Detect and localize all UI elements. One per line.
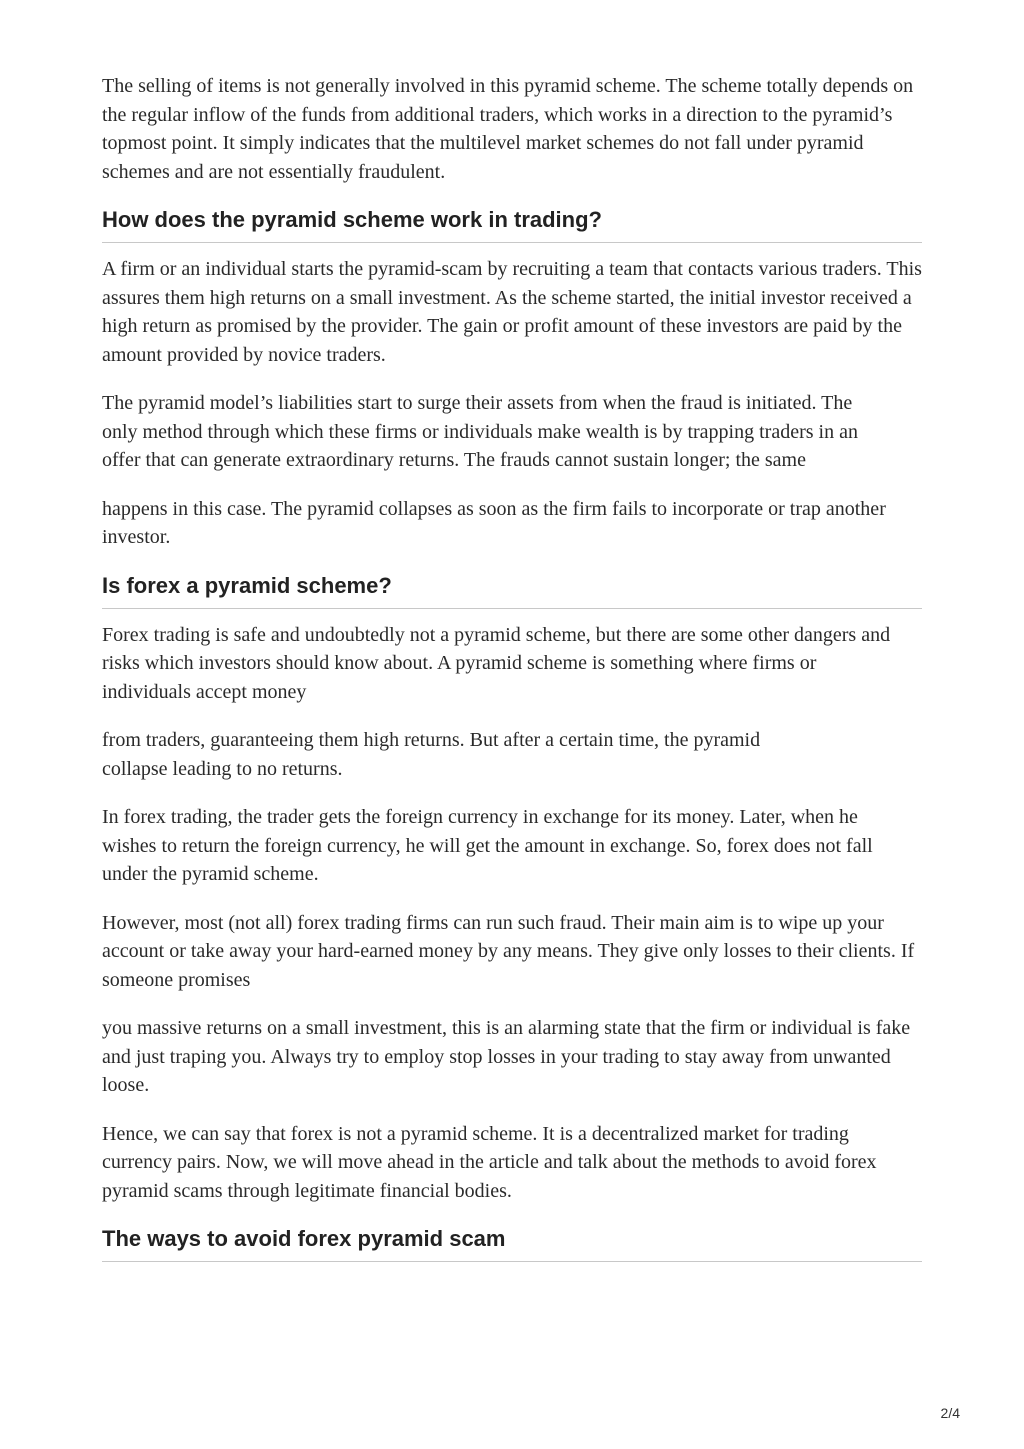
- heading-ways-to-avoid: The ways to avoid forex pyramid scam: [102, 1225, 922, 1262]
- paragraph-pyramid-intro: The selling of items is not generally involved in this pyramid scheme. The scheme totally depends on the regular inflow of the funds from additional traders, which works in a direction to the pyramid’s topmost point. It simply indicates that the multilevel market schemes do not fall under pyramid schemes and are not essentially fraudulent.: [102, 75, 914, 183]
- page-number: 2/4: [940, 1405, 960, 1421]
- paragraph-forex-safe: Forex trading is safe and undoubtedly not a pyramid scheme, but there are some other dangers and risks which investors should know about. A pyramid scheme is something where firms or individuals accept money: [102, 623, 891, 703]
- paragraph-forex-exchange: In forex trading, the trader gets the foreign currency in exchange for its money. Later, when he wishes to return the foreign currency, he will get the amount in exchange. So, forex does not fall under the pyramid scheme.: [102, 806, 873, 885]
- paragraph-pyramid-collapse: happens in this case. The pyramid collapses as soon as the firm fails to incorporate or trap another investor.: [102, 497, 886, 548]
- heading-how-pyramid-works: How does the pyramid scheme work in trading?: [102, 206, 922, 243]
- heading-is-forex-pyramid: Is forex a pyramid scheme?: [102, 572, 922, 609]
- paragraph-forex-fraud: However, most (not all) forex trading firms can run such fraud. Their main aim is to wipe up your account or take away your hard-earned money by any means. They give only losses to their clients. If someone promises: [102, 911, 915, 991]
- paragraph-from-traders: from traders, guaranteeing them high returns. But after a certain time, the pyramid collapse leading to no returns.: [102, 729, 761, 780]
- paragraph-pyramid-start: A firm or an individual starts the pyramid-scam by recruiting a team that contacts various traders. This assures them high returns on a small investment. As the scheme started, the initial investor received a high return as promised by the provider. The gain or profit amount of these investors are paid by the amount provided by novice traders.: [102, 258, 922, 366]
- article-body: [102, 72, 922, 1274]
- paragraph-forex-conclusion: Hence, we can say that forex is not a pyramid scheme. It is a decentralized market for trading currency pairs. Now, we will move ahead in the article and talk about the methods to avoid forex pyramid scams through legitimate financial bodies.: [102, 1122, 877, 1202]
- paragraph-pyramid-liabilities: The pyramid model’s liabilities start to surge their assets from when the fraud is initiated. The only method through which these firms or individuals make wealth is by trapping traders in an offer that can generate extraordinary returns. The frauds cannot sustain longer; the same: [102, 392, 858, 471]
- paragraph-massive-returns: you massive returns on a small investment, this is an alarming state that the firm or individual is fake and just traping you. Always try to employ stop losses in your trading to stay away from unwanted loose.: [102, 1017, 911, 1096]
